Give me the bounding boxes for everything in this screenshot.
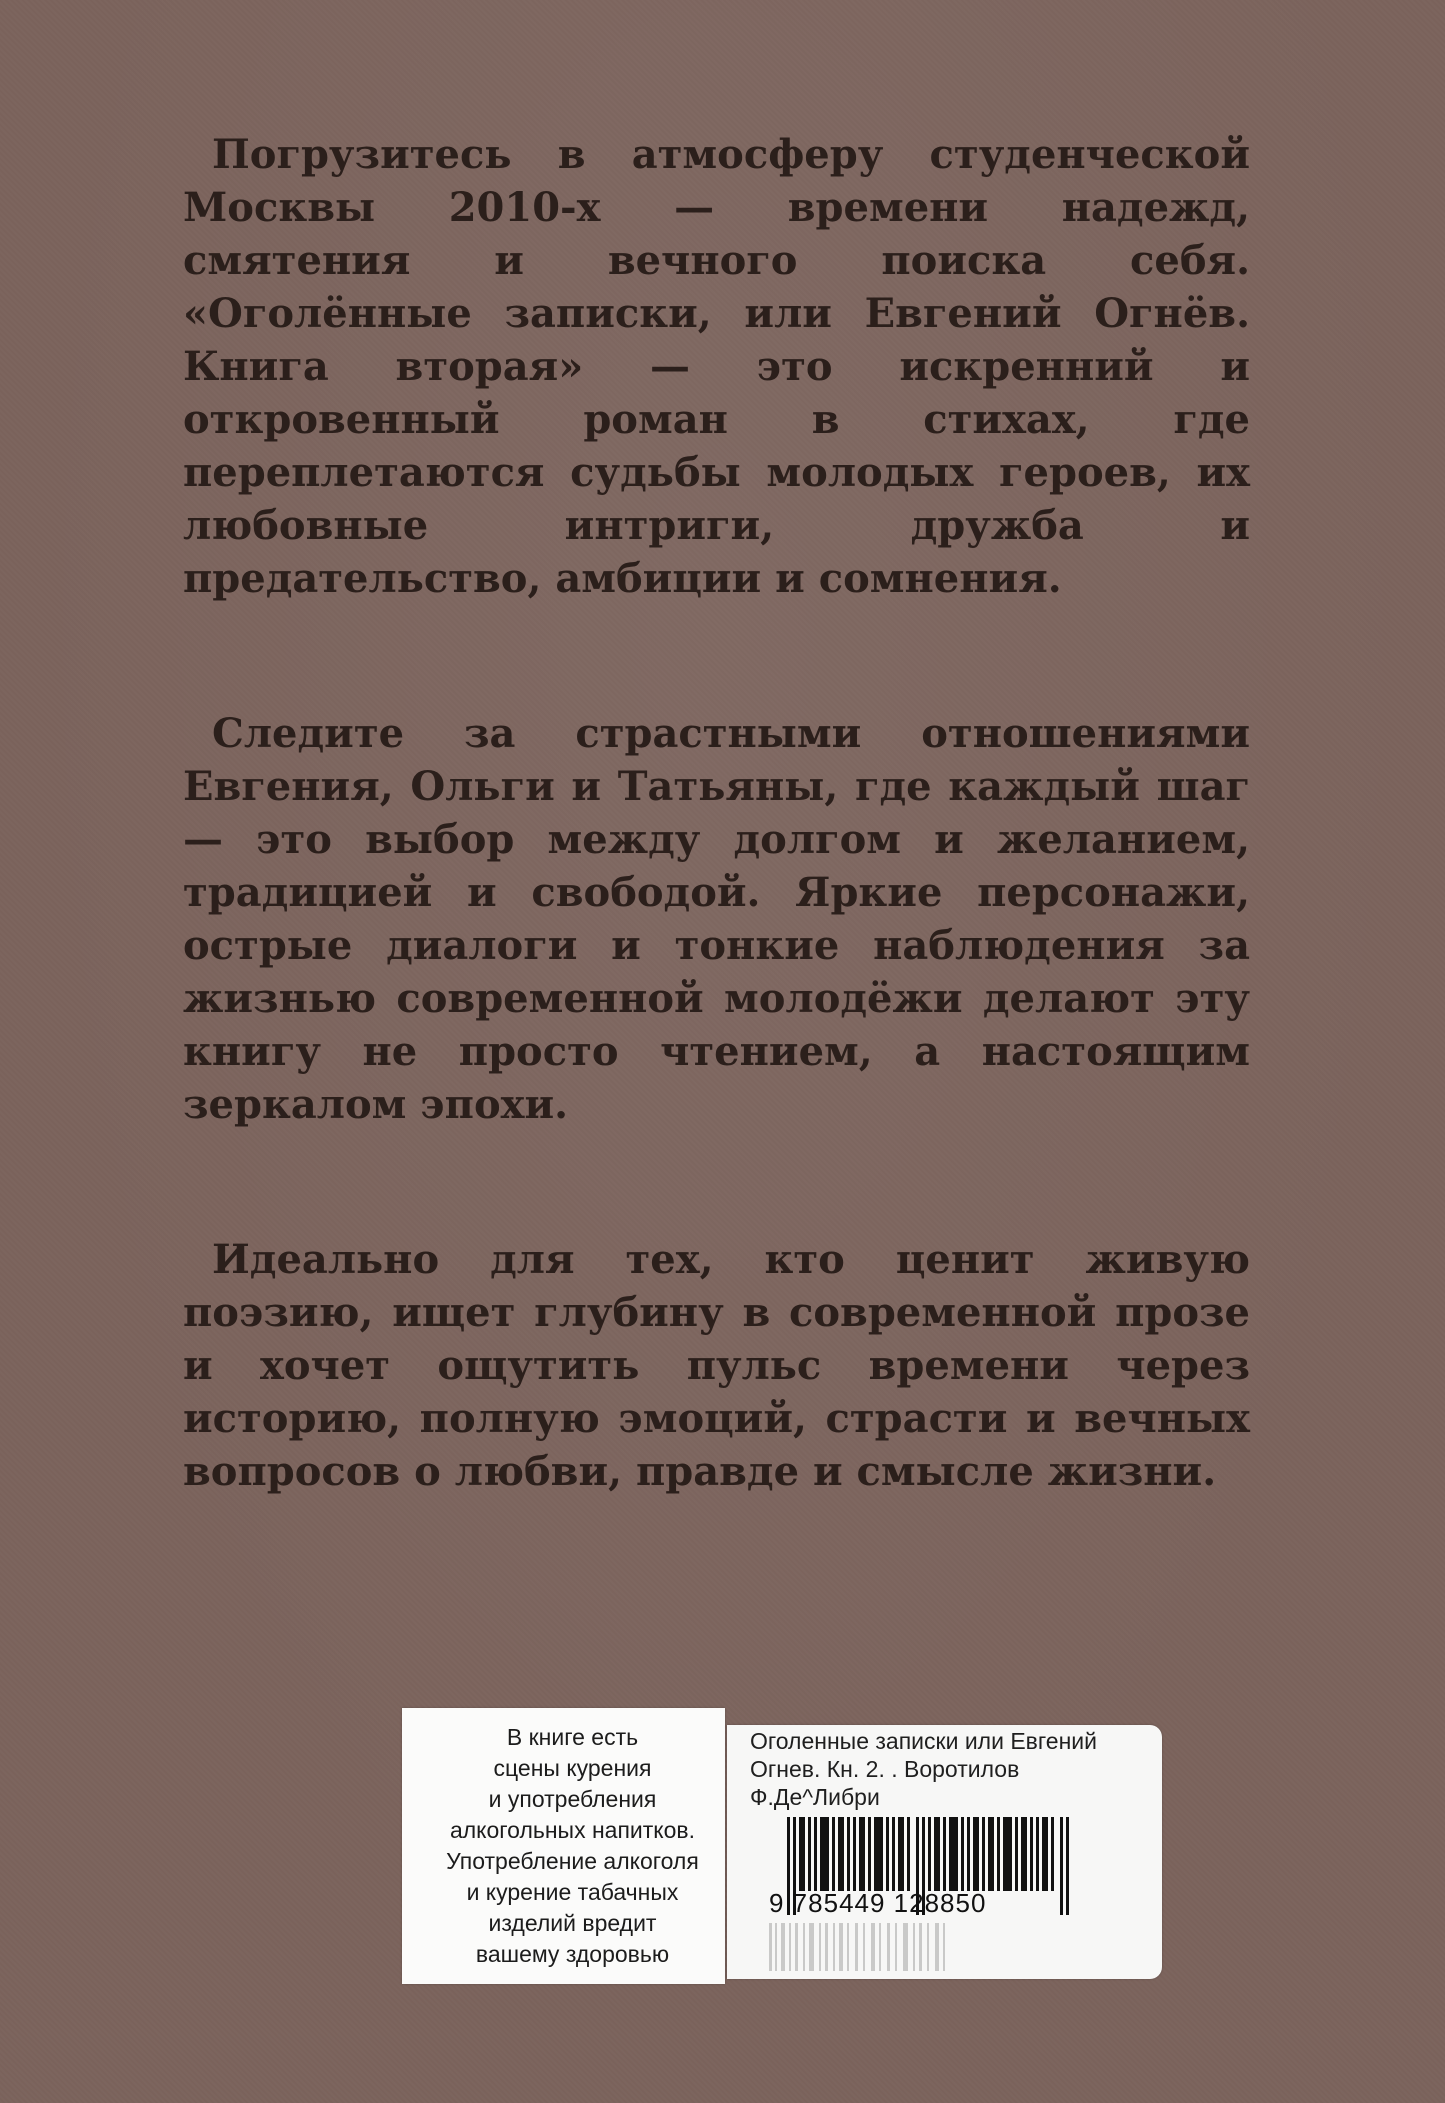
barcode-book-title: Оголенные записки или Евгений Огнев. Кн. 2. . Воротилов Ф.Де^Либри [750,1728,1097,1810]
barcode-sticker [727,1725,1162,1979]
blurb-text [183,128,1250,1498]
health-warning-sticker [402,1708,725,1984]
blurb-paragraph-3: Идеально для тех, кто ценит живую поэзию, ищет глубину в современной прозе и хочет ощутить пульс времени через историю, полную эмоций, страсти и вечных вопросов о любви, правде и смысле жизни. [183,1236,1250,1495]
isbn-digits: 9 785449 128850 [769,1888,987,1918]
underlying-barcode-icon [767,1923,1007,1971]
health-warning-text: В книге есть сцены курения и употребления алкогольных напитков. Употребление алкоголя и курение табачных изделий вредит вашему здоровью [446,1724,699,1967]
blurb-paragraph-1: Погрузитесь в атмосферу студенческой Москвы 2010-х — времени надежд, смятения и вечного поиска себя. «Оголённые записки, или Евгений Огнёв. Книга вторая» — это искренний и откровенный роман в стихах, где переплетаются судьбы молодых героев, их любовные интриги, дружба и предательство, амбиции и сомнения. [183,131,1250,602]
blurb-paragraph-2: Следите за страстными отношениями Евгения, Ольги и Татьяны, где каждый шаг — это выбор между долгом и желанием, традицией и свободой. Яркие персонажи, острые диалоги и тонкие наблюдения за жизнью современной молодёжи делают эту книгу не просто чтением, а настоящим зеркалом эпохи. [183,710,1250,1128]
